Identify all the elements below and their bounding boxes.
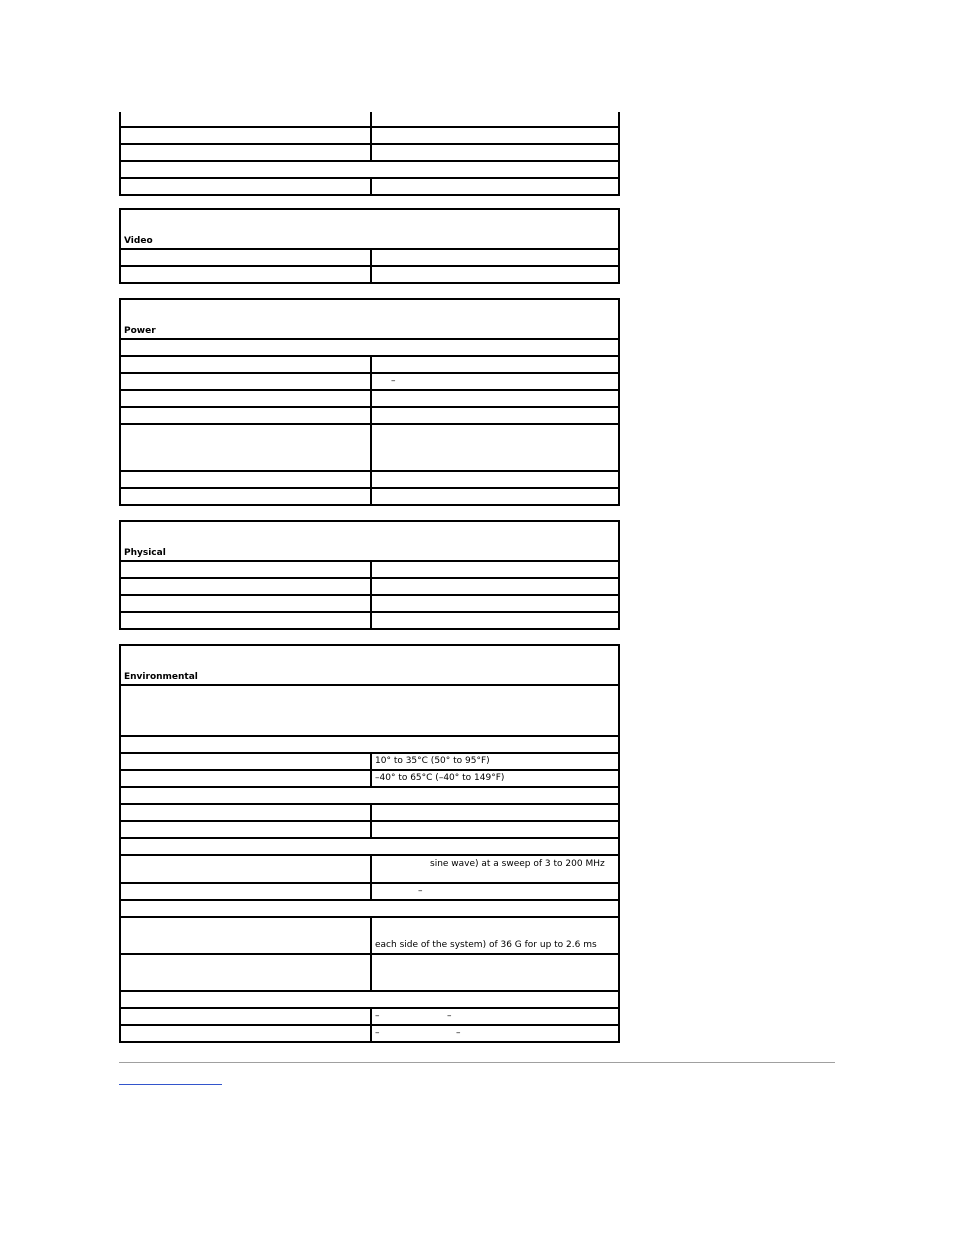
back-link[interactable] xyxy=(119,1084,222,1085)
video-title: Video xyxy=(124,236,153,246)
table-row xyxy=(119,391,620,408)
altitude-st-dash-2: – xyxy=(456,1028,461,1038)
table-row xyxy=(119,374,620,391)
table-row xyxy=(119,613,620,630)
physical-title: Physical xyxy=(124,548,166,558)
table-row xyxy=(119,472,620,489)
table-row xyxy=(119,754,620,771)
table-row xyxy=(119,128,620,145)
section-header xyxy=(119,520,620,562)
table-row xyxy=(119,771,620,788)
table-row xyxy=(119,357,620,374)
table-row xyxy=(119,408,620,425)
table-row xyxy=(119,145,620,162)
table-row xyxy=(119,884,620,901)
table-row xyxy=(119,596,620,613)
table-row xyxy=(119,340,620,357)
table-row xyxy=(119,822,620,839)
table-row xyxy=(119,901,620,918)
table-row xyxy=(119,686,620,737)
table-row xyxy=(119,1009,620,1026)
table-row xyxy=(119,737,620,754)
table-row xyxy=(119,250,620,267)
table-row xyxy=(119,992,620,1009)
horizontal-rule xyxy=(119,1062,835,1063)
table-row xyxy=(119,955,620,992)
power-dash: – xyxy=(391,376,396,386)
table-row xyxy=(119,162,620,179)
table-row xyxy=(119,425,620,472)
section-header xyxy=(119,644,620,686)
operating-temp-value: 10° to 35°C (50° to 95°F) xyxy=(375,756,490,766)
vibration-value: sine wave) at a sweep of 3 to 200 MHz xyxy=(430,859,605,869)
table-row xyxy=(119,918,620,955)
table-row xyxy=(119,267,620,284)
table-row xyxy=(119,856,620,884)
storage-temp-value: –40° to 65°C (–40° to 149°F) xyxy=(375,773,505,783)
table-row xyxy=(119,562,620,579)
altitude-op-dash-1: – xyxy=(375,1011,380,1021)
altitude-op-dash-2: – xyxy=(447,1011,452,1021)
environmental-title: Environmental xyxy=(124,672,198,682)
section-header xyxy=(119,298,620,340)
power-title: Power xyxy=(124,326,156,336)
altitude-st-dash-1: – xyxy=(375,1028,380,1038)
section-header xyxy=(119,208,620,250)
table-row xyxy=(119,112,620,128)
table-row xyxy=(119,489,620,506)
vibration-dash: – xyxy=(418,886,423,896)
table-row xyxy=(119,788,620,805)
table-row xyxy=(119,579,620,596)
table-row xyxy=(119,179,620,196)
table-row xyxy=(119,1026,620,1043)
table-row xyxy=(119,805,620,822)
shock-value: each side of the system) of 36 G for up to 2.6 ms xyxy=(375,940,597,950)
table-row xyxy=(119,839,620,856)
